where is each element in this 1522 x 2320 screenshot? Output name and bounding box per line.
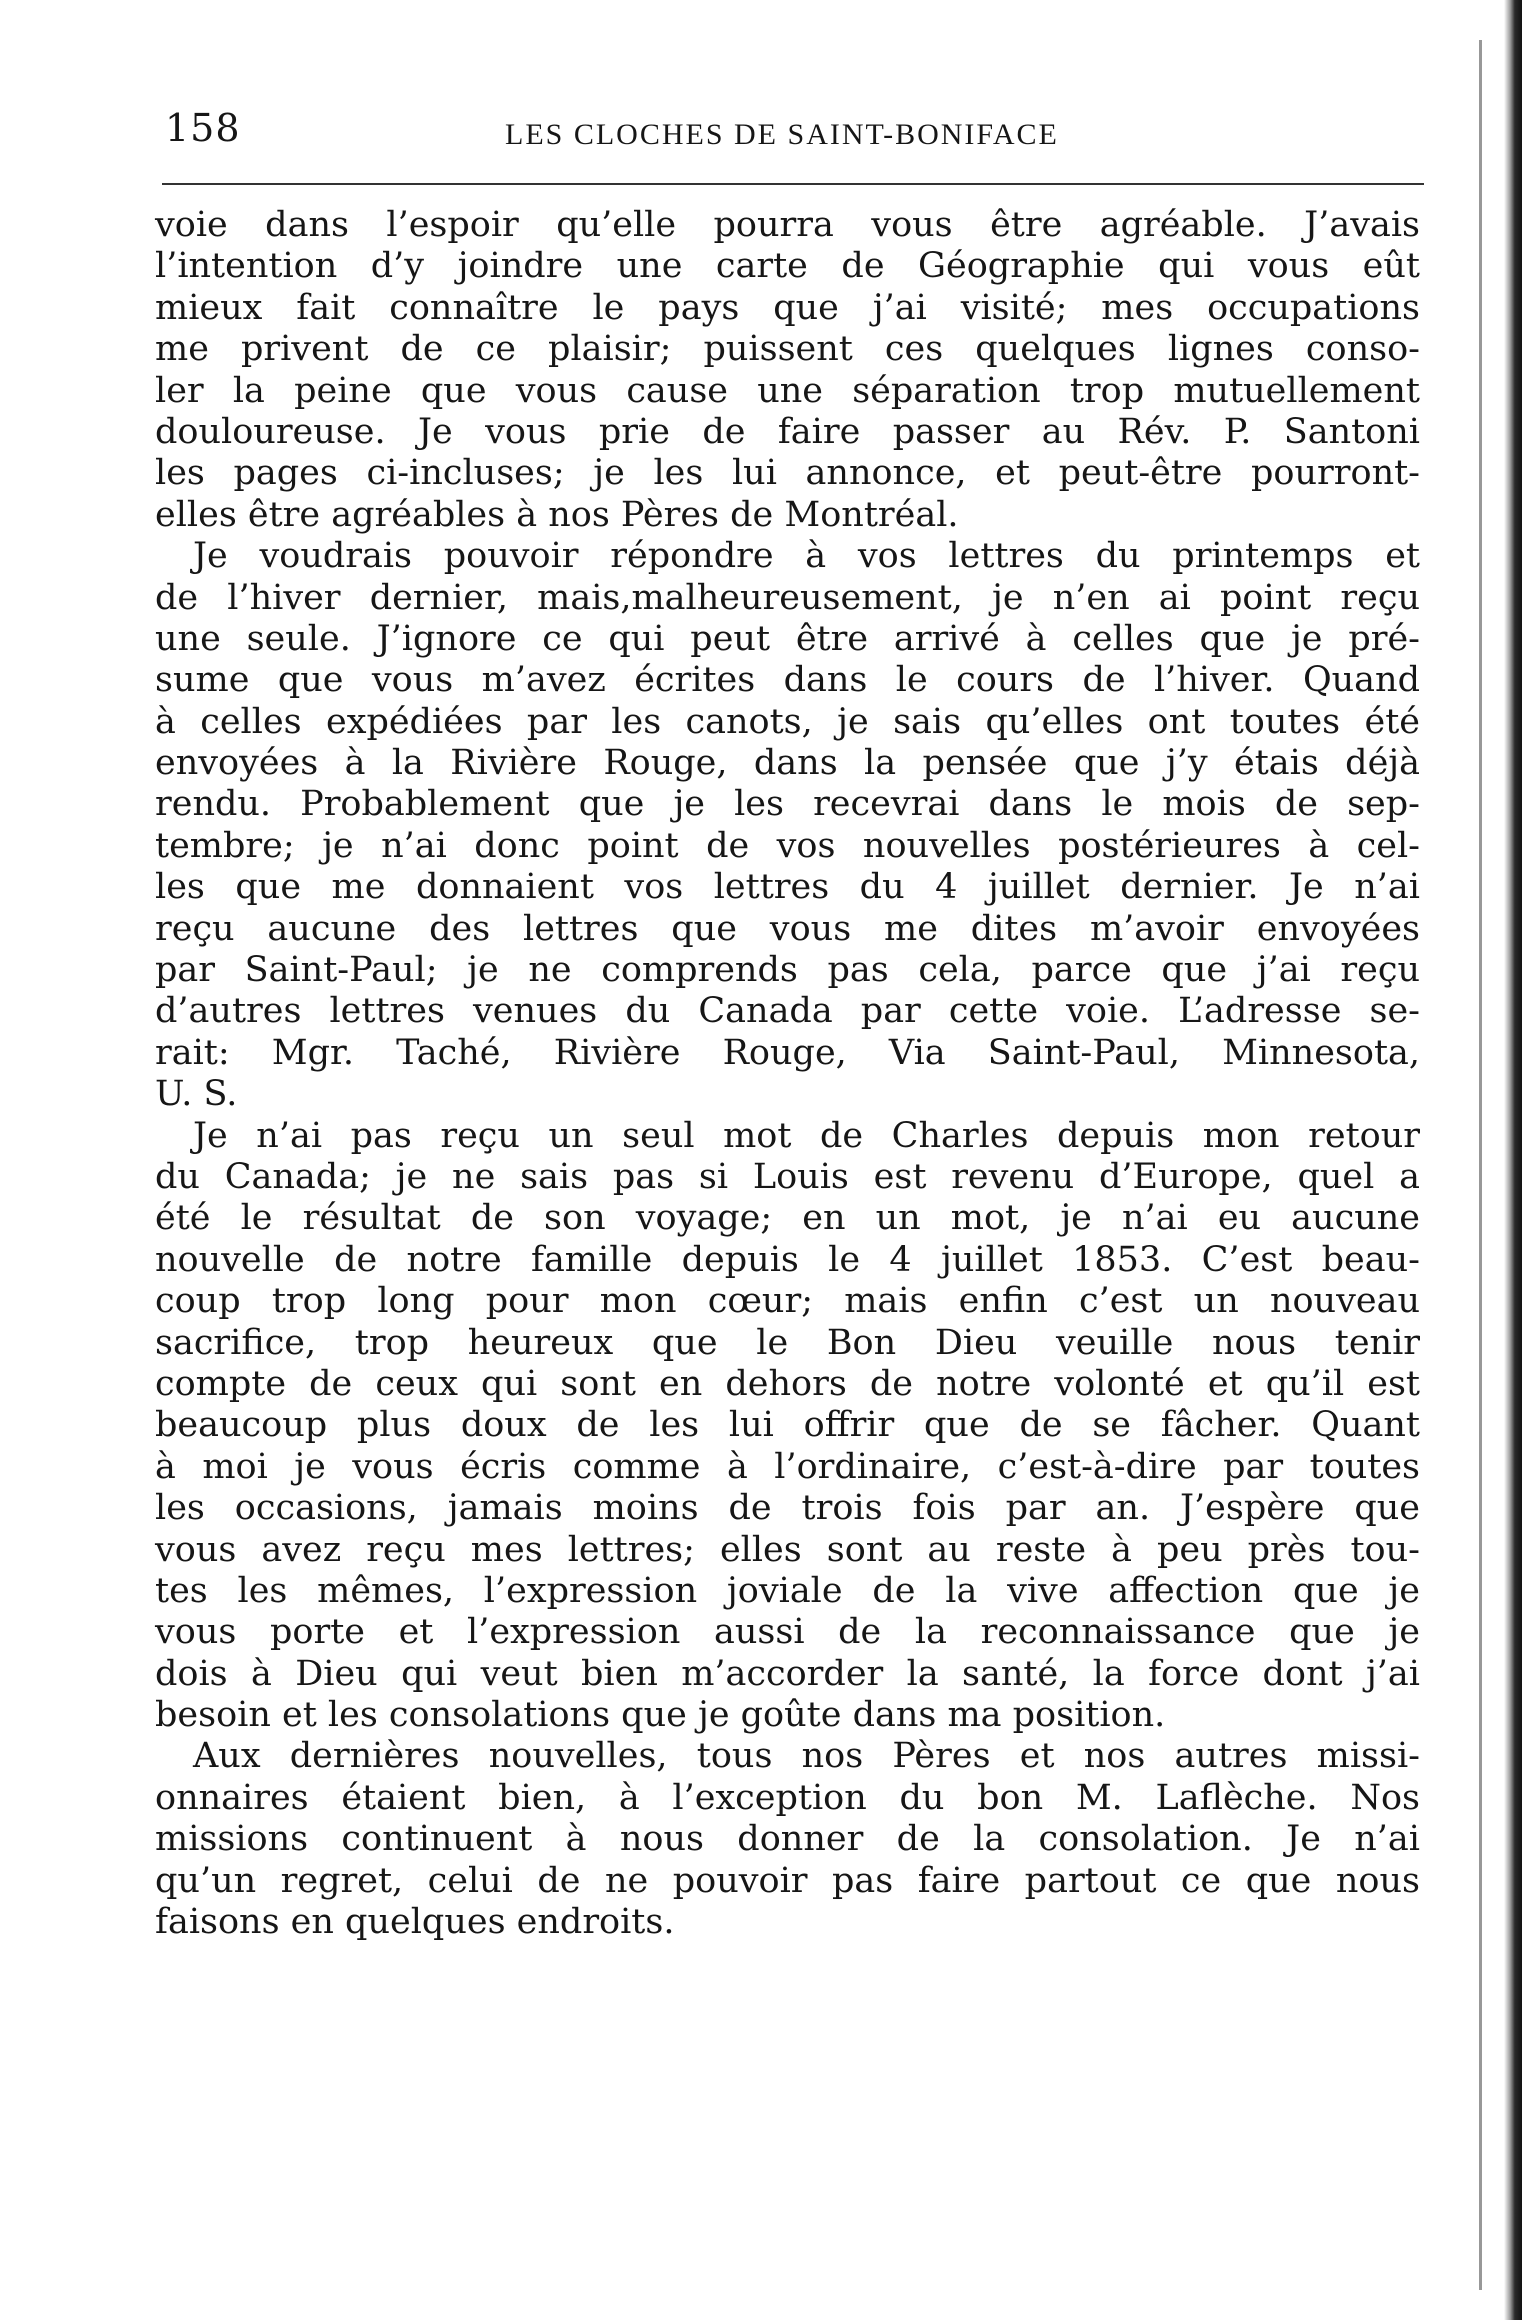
text-line: elles être agréables à nos Pères de Montréal. — [155, 494, 959, 535]
text-line: les que me donnaient vos lettres du 4 juillet dernier. Je n’ai — [155, 867, 1420, 908]
text-line: par Saint-Paul; je ne comprends pas cela, parce que j’ai reçu — [155, 950, 1420, 991]
text-line: dois à Dieu qui veut bien m’accorder la santé, la force dont j’ai — [155, 1653, 1420, 1694]
text-line: envoyées à la Rivière Rouge, dans la pensée que j’y étais déjà — [155, 743, 1420, 784]
text-line: me privent de ce plaisir; puissent ces quelques lignes conso- — [155, 329, 1420, 370]
text-line: Je voudrais pouvoir répondre à vos lettres du printemps et — [193, 536, 1420, 577]
text-line: mieux fait connaître le pays que j’ai visité; mes occupations — [155, 287, 1420, 328]
text-line: les pages ci-incluses; je les lui annonce, et peut-être pourront- — [155, 453, 1420, 494]
text-line: rait: Mgr. Taché, Rivière Rouge, Via Saint-Paul, Minnesota, — [155, 1032, 1420, 1073]
text-line: compte de ceux qui sont en dehors de notre volonté et qu’il est — [155, 1363, 1420, 1404]
page-edge-shadow — [1504, 0, 1522, 2320]
text-line: douloureuse. Je vous prie de faire passer au Rév. P. Santoni — [155, 411, 1420, 452]
text-line: onnaires étaient bien, à l’exception du bon M. Laflèche. Nos — [155, 1777, 1420, 1818]
text-line: tes les mêmes, l’expression joviale de la vive affection que je — [155, 1570, 1420, 1611]
text-line: tembre; je n’ai donc point de vos nouvelles postérieures à cel- — [155, 825, 1420, 866]
page-header — [165, 100, 1425, 160]
header-rule — [162, 183, 1424, 185]
text-line: vous avez reçu mes lettres; elles sont au reste à peu près tou- — [155, 1529, 1420, 1570]
text-line: Je n’ai pas reçu un seul mot de Charles depuis mon retour — [193, 1115, 1420, 1156]
text-line: de l’hiver dernier, mais,malheureusement, je n’en ai point reçu — [155, 577, 1420, 618]
text-line: à celles expédiées par les canots, je sais qu’elles ont toutes été — [155, 701, 1420, 742]
text-line: U. S. — [155, 1074, 238, 1115]
text-line: les occasions, jamais moins de trois fois par an. J’espère que — [155, 1488, 1420, 1529]
text-line: beaucoup plus doux de les lui offrir que de se fâcher. Quant — [155, 1405, 1420, 1446]
text-line: reçu aucune des lettres que vous me dites m’avoir envoyées — [155, 908, 1420, 949]
text-line: du Canada; je ne sais pas si Louis est revenu d’Europe, quel a — [155, 1156, 1420, 1197]
text-line: ler la peine que vous cause une séparation trop mutuellement — [155, 370, 1420, 411]
text-line: à moi je vous écris comme à l’ordinaire, c’est-à-dire par toutes — [155, 1446, 1420, 1487]
text-line: nouvelle de notre famille depuis le 4 juillet 1853. C’est beau- — [155, 1239, 1420, 1280]
text-line: missions continuent à nous donner de la consolation. Je n’ai — [155, 1819, 1420, 1860]
text-line: faisons en quelques endroits. — [155, 1902, 675, 1943]
text-line: une seule. J’ignore ce qui peut être arrivé à celles que je pré- — [155, 618, 1420, 659]
text-line: vous porte et l’expression aussi de la reconnaissance que je — [155, 1612, 1420, 1653]
paragraph — [155, 1736, 1420, 1943]
page-number: 158 — [165, 106, 241, 150]
text-line: sume que vous m’avez écrites dans le cours de l’hiver. Quand — [155, 660, 1420, 701]
page-edge-line — [1479, 40, 1482, 2290]
text-line: l’intention d’y joindre une carte de Géographie qui vous eût — [155, 246, 1420, 287]
body-text — [155, 205, 1420, 1943]
text-line: d’autres lettres venues du Canada par cette voie. L’adresse se- — [155, 991, 1420, 1032]
text-line: rendu. Probablement que je les recevrai dans le mois de sep- — [155, 784, 1420, 825]
running-title: LES CLOCHES DE SAINT-BONIFACE — [505, 118, 1059, 151]
paragraph — [155, 1116, 1420, 1737]
text-line: coup trop long pour mon cœur; mais enfin c’est un nouveau — [155, 1281, 1420, 1322]
paragraph — [155, 536, 1420, 1115]
paragraph — [155, 205, 1420, 536]
text-line: voie dans l’espoir qu’elle pourra vous être agréable. J’avais — [155, 205, 1420, 245]
text-line: besoin et les consolations que je goûte dans ma position. — [155, 1695, 1166, 1736]
text-line: qu’un regret, celui de ne pouvoir pas faire partout ce que nous — [155, 1860, 1420, 1901]
text-line: été le résultat de son voyage; en un mot, je n’ai eu aucune — [155, 1198, 1420, 1239]
text-line: Aux dernières nouvelles, tous nos Pères et nos autres missi- — [193, 1736, 1420, 1777]
text-line: sacrifice, trop heureux que le Bon Dieu veuille nous tenir — [155, 1322, 1420, 1363]
